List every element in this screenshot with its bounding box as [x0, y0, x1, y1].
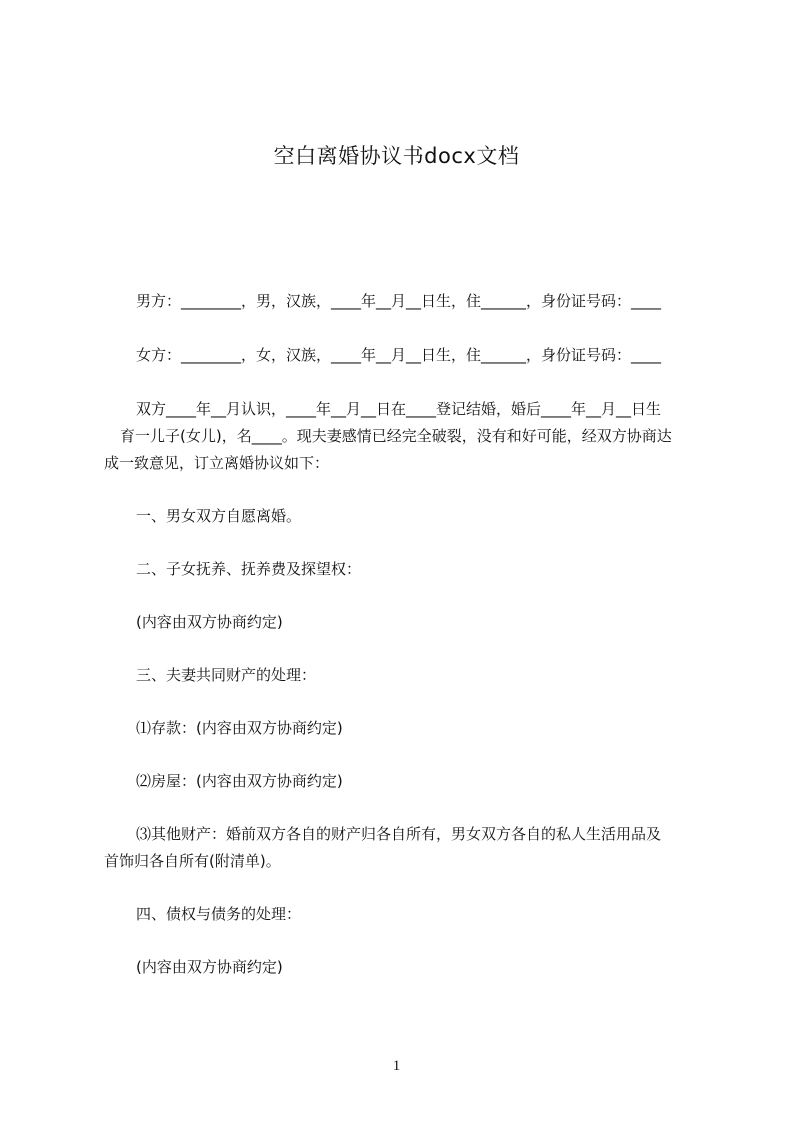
clause-2: 二、子女抚养、抚养费及探望权：: [136, 560, 362, 578]
clause-4: 四、债权与债务的处理：: [136, 905, 302, 923]
clause-3: 三、夫妻共同财产的处理：: [136, 666, 317, 684]
clause-3-item-3-line-1: ⑶其他财产：婚前双方各自的财产归各自所有，男女双方各自的私人生活用品及: [136, 825, 662, 843]
page-number: 1: [392, 1058, 401, 1074]
clause-4-content: (内容由双方协商约定): [136, 958, 283, 976]
clause-2-content: (内容由双方协商约定): [136, 613, 283, 631]
clause-3-item-1: ⑴存款：(内容由双方协商约定): [136, 719, 343, 737]
clause-3-item-3-line-2: 首饰归各自所有(附清单)。: [104, 852, 281, 870]
intro-line-3: 成一致意见，订立离婚协议如下：: [104, 454, 330, 472]
intro-line-2: 育一儿子(女儿)，名____。现夫妻感情已经完全破裂，没有和好可能，经双方协商达: [120, 427, 672, 445]
document-title: 空白离婚协议书docx文档: [273, 144, 520, 168]
female-party-line: 女方：________，女，汉族，____年__月__日生，住______，身份证号码：____: [136, 346, 662, 364]
intro-line-1: 双方____年__月认识，____年__月__日在____登记结婚，婚后____年__月__日生: [136, 400, 662, 418]
clause-1: 一、男女双方自愿离婚。: [136, 507, 302, 525]
male-party-line: 男方：________，男，汉族，____年__月__日生，住______，身份证号码：____: [136, 292, 662, 310]
clause-3-item-2: ⑵房屋：(内容由双方协商约定): [136, 772, 343, 790]
